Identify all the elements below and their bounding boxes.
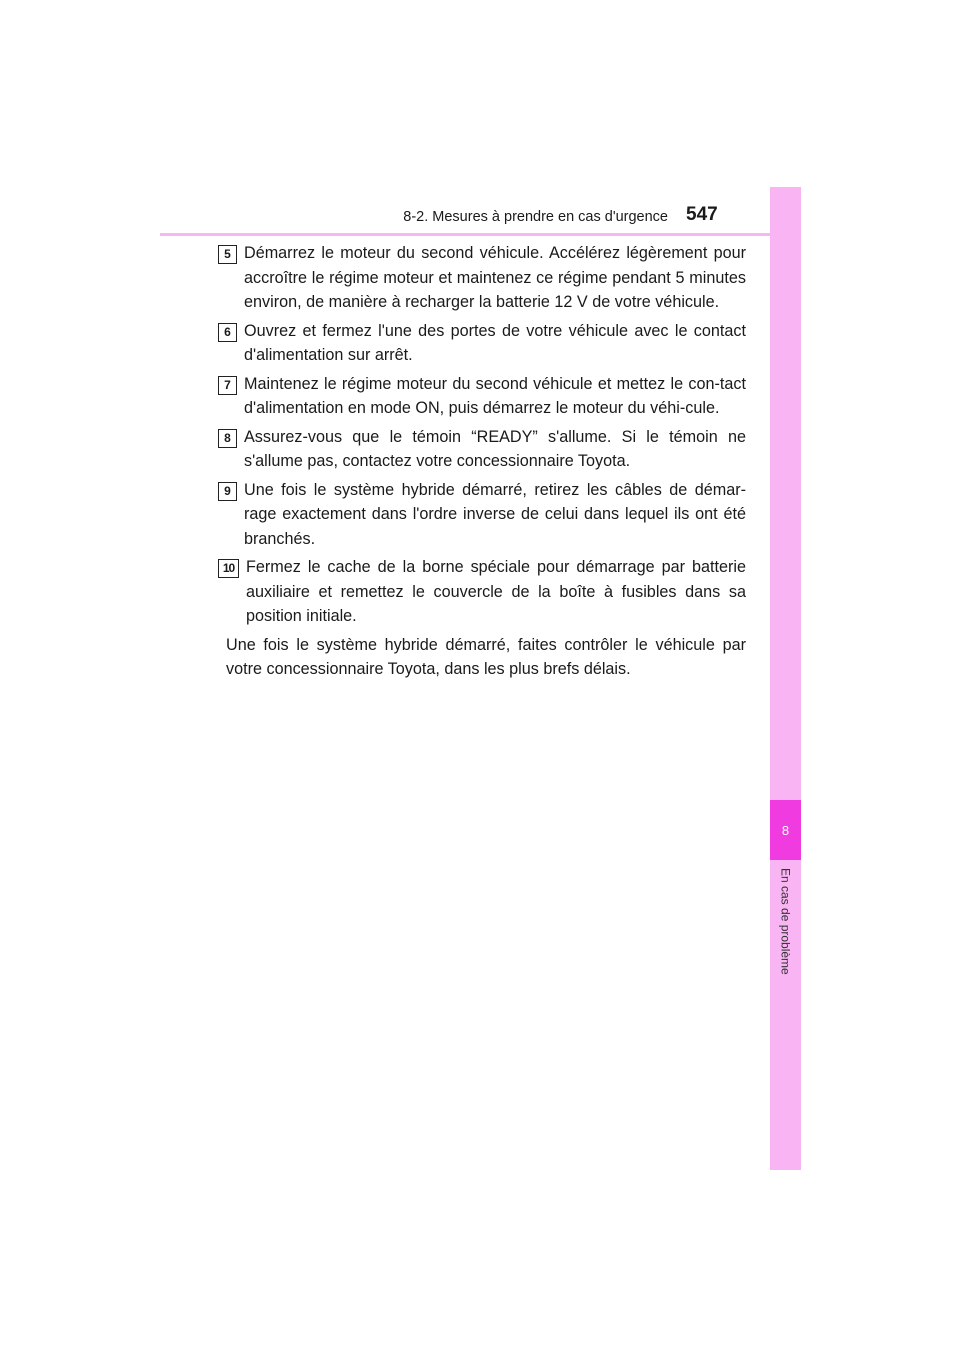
instruction-steps [218, 241, 746, 682]
step-text: Fermez le cache de la borne spéciale pour démarrage par batterie auxiliaire et remettez le couvercle de la boîte à fusibles dans sa position initiale. [246, 558, 746, 625]
step-item [218, 319, 746, 368]
step-item [218, 425, 746, 474]
chapter-side-tab [770, 187, 801, 1170]
step-number-badge: 8 [218, 429, 237, 448]
step-number-badge: 10 [218, 559, 239, 578]
chapter-title-tab: En cas de problème [778, 868, 793, 975]
section-title: 8-2. Mesures à prendre en cas d'urgence [403, 209, 668, 225]
step-text: Démarrez le moteur du second véhicule. Accélérez légèrement pour accroître le régime moteur et maintenez ce régime pendant 5 minutes environ, de manière à recharger la batterie 12 V de votre véhicule. [244, 244, 746, 311]
step-item [218, 478, 746, 552]
step-item [218, 241, 746, 315]
step-number-badge: 7 [218, 376, 237, 395]
chapter-number-tab: 8 [770, 800, 801, 860]
header-divider [160, 233, 801, 236]
step-number-badge: 5 [218, 245, 237, 264]
step-item [218, 555, 746, 629]
closing-paragraph: Une fois le système hybride démarré, faites contrôler le véhicule par votre concessionnaire Toyota, dans les plus brefs délais. [226, 635, 746, 678]
step-text: Ouvrez et fermez l'une des portes de votre véhicule avec le contact d'alimentation sur arrêt. [244, 321, 746, 364]
page-number: 547 [686, 204, 718, 225]
step-item [218, 372, 746, 421]
step-number-badge: 9 [218, 482, 237, 501]
step-number-badge: 6 [218, 323, 237, 342]
step-text: Maintenez le régime moteur du second véhicule et mettez le con-tact d'alimentation en mode ON, puis démarrez le moteur du véhi-cule. [244, 374, 746, 417]
step-text: Assurez-vous que le témoin “READY” s'allume. Si le témoin ne s'allume pas, contactez votre concessionnaire Toyota. [244, 427, 746, 470]
step-text: Une fois le système hybride démarré, retirez les câbles de démar-rage exactement dans l'ordre inverse de celui dans lequel ils ont été branchés. [244, 480, 746, 548]
